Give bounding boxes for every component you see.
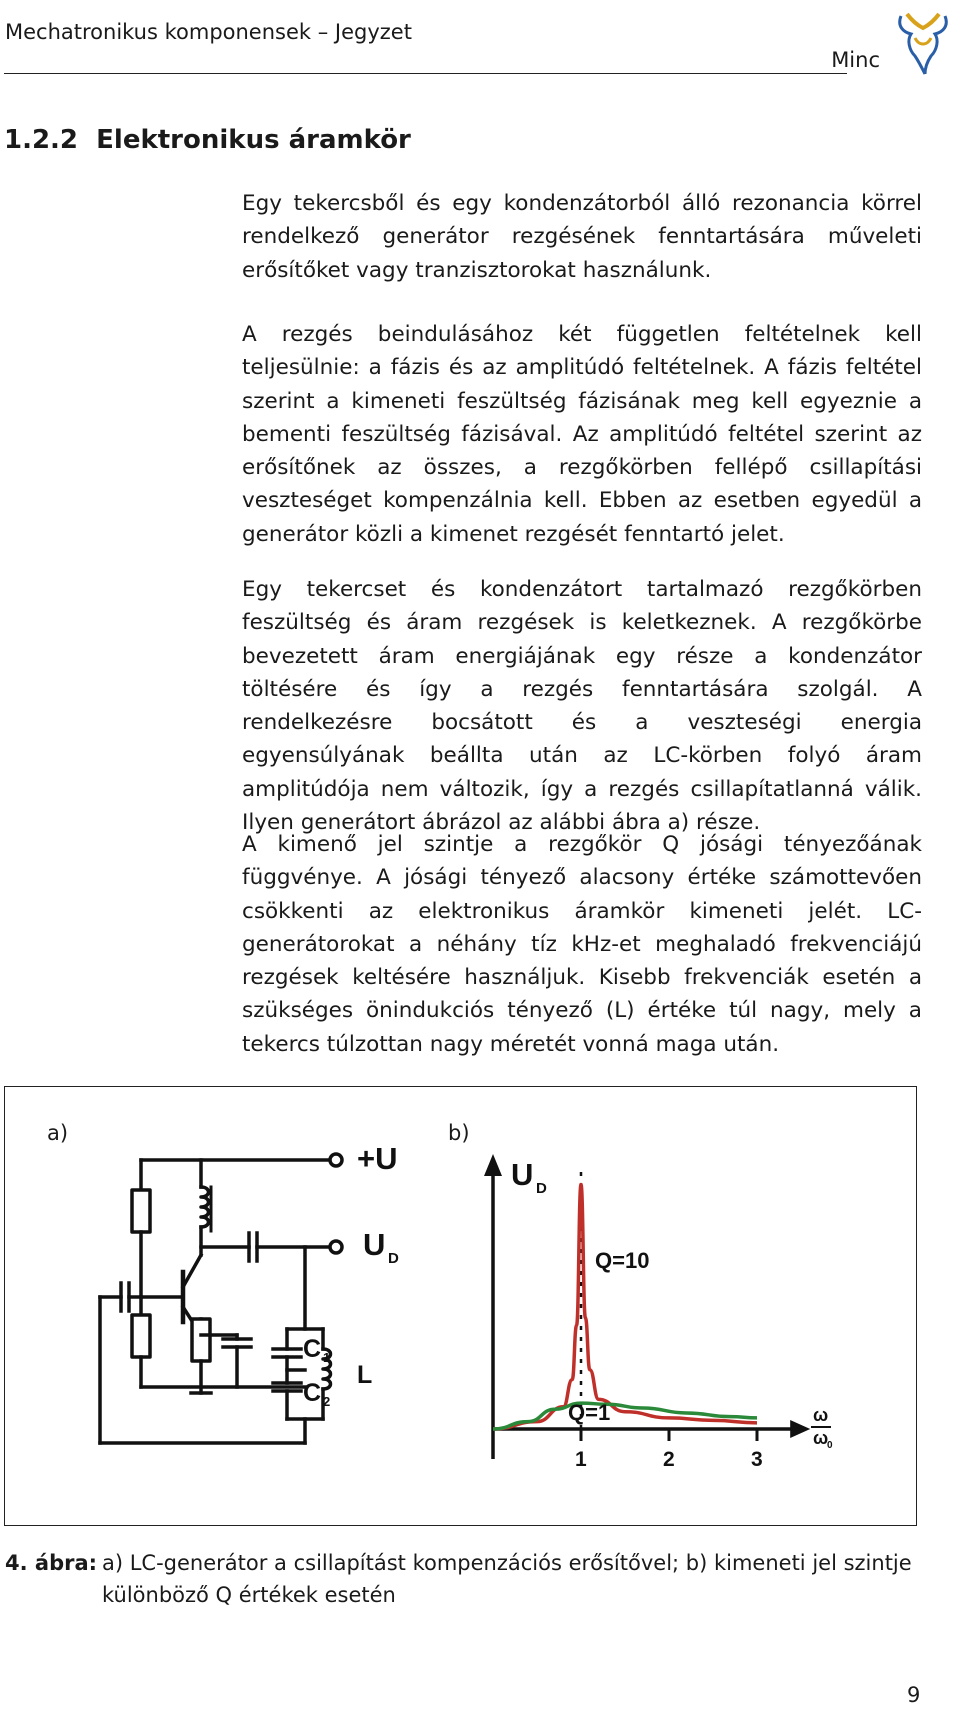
header-author: Minc xyxy=(831,48,880,72)
output-label-sub: D xyxy=(388,1250,399,1267)
section-heading xyxy=(4,125,411,155)
paragraph: Egy tekercsből és egy kondenzátorból álló rezonancia körrel rendelkező generátor rezgésének fenntartására műveleti erősítőket vagy tranzisztorokat használunk. xyxy=(242,191,922,283)
x-axis-label-den: ω xyxy=(813,1428,829,1448)
section-title: Elektronikus áramkör xyxy=(96,125,411,155)
caption-label: 4. ábra: xyxy=(5,1551,98,1575)
panel-a-label: a) xyxy=(47,1121,69,1145)
c2-label: C xyxy=(303,1379,322,1407)
c1-label: C xyxy=(303,1335,322,1363)
y-axis-arrow xyxy=(484,1154,502,1176)
x-axis-label-den-sub: 0 xyxy=(827,1440,833,1451)
paragraph: A kimenő jel szintje a rezgőkör Q jósági tényezőának függvénye. A jósági tényező alacsony értéke számottevően csökkenti az elektronikus áramkör kimeneti jelét. LC-generátorokat a néhány tíz kHz-et meghaladó frekvenciájú rezgések keltésére használjuk. Kisebb frekvenciák esetén a szükséges önindukciós tényező (L) értéke túl nagy, mely a tekercs túlzottan nagy méretét vonná maga után. xyxy=(242,832,922,1057)
output-label: U xyxy=(363,1227,386,1262)
resonance-plot xyxy=(484,1154,810,1471)
supply-terminal xyxy=(330,1154,342,1166)
resistor-re xyxy=(192,1319,210,1361)
supply-label: +U xyxy=(357,1141,398,1176)
panel-b-label: b) xyxy=(448,1121,470,1145)
resistor-r2 xyxy=(132,1315,150,1357)
caption-text: a) LC-generátor a csillapítást kompenzációs erősítővel; b) kimeneti jel szintje különböző Q értékek esetén xyxy=(102,1551,912,1607)
paragraph: A rezgés beindulásához két független feltételnek kell teljesülnie: a fázis és az amplitúdó feltételnek. A fázis feltétel szerint a kimeneti feszültség fázisának meg kell egyeznie a bementi feszültség fázisával. Az amplitúdó feltétel szerint az erősítőnek az összes, a rezgőkörben fellépő csillapítási veszteséget kompenzálnia kell. Ebben az esetben egyedül a generátor közli a kimenet rezgését fenntartó jelet. xyxy=(242,322,922,547)
c2-label-sub: 2 xyxy=(323,1394,331,1409)
c1-label-sub: 1 xyxy=(323,1350,331,1365)
y-axis-label-sub: D xyxy=(536,1180,547,1197)
header-title: Mechatronikus komponensek – Jegyzet xyxy=(5,20,412,44)
x-tick-label: 3 xyxy=(751,1448,763,1471)
x-axis-arrow xyxy=(790,1420,810,1438)
series-line-q-10 xyxy=(493,1184,757,1429)
series-line-q-1 xyxy=(493,1403,757,1429)
resistor-r1 xyxy=(132,1190,150,1232)
inductor-label: L xyxy=(357,1361,373,1389)
x-axis-label-num: ω xyxy=(813,1405,829,1425)
section-number: 1.2.2 xyxy=(4,125,79,155)
series-label-q10: Q=10 xyxy=(595,1248,650,1273)
paragraph: Egy tekercset és kondenzátort tartalmazó rezgőkörben feszültség és áram rezgések is keletkeznek. A rezgőkörbe bevezetett áram energiájának egy része a kondenzátor töltésére és így a rezgés fenntartására szolgál. A rendelkezésre bocsátott és a veszteségi energia egyensúlyának beállta után az LC-körben folyó áram amplitúdója nem változik, így a rezgés csillapítatlanná válik. Ilyen generátort ábrázol az alábbi ábra a) része. xyxy=(242,577,922,836)
y-axis-label: U xyxy=(511,1157,534,1192)
x-tick-label: 1 xyxy=(575,1448,587,1471)
figure-frame xyxy=(4,1086,917,1526)
figure-drawing xyxy=(5,1087,918,1527)
series-label-q1: Q=1 xyxy=(568,1400,611,1425)
university-logo xyxy=(893,10,953,76)
header-rule xyxy=(4,73,847,74)
output-terminal xyxy=(330,1241,342,1253)
coil-primary xyxy=(201,1187,209,1227)
page-number: 9 xyxy=(907,1683,921,1707)
x-tick-label: 2 xyxy=(663,1448,675,1471)
